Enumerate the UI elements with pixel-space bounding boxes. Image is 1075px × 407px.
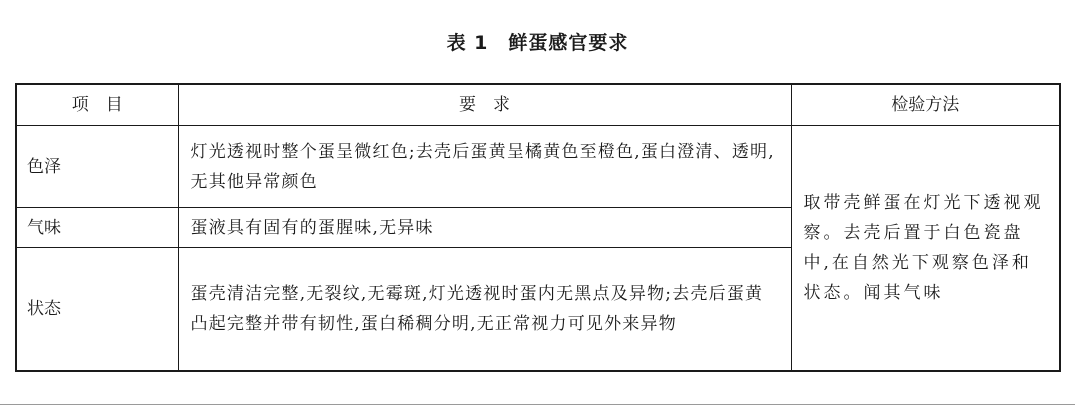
method-cell: 取带壳鲜蛋在灯光下透视观察。去壳后置于白色瓷盘中,在自然光下观察色泽和状态。闻其气味 [791, 126, 1060, 371]
table-row [16, 126, 1060, 208]
row-item-odor: 气味 [16, 208, 178, 248]
header-method: 检验方法 [791, 84, 1060, 126]
row-item-color: 色泽 [16, 126, 178, 208]
table-caption [0, 28, 1075, 55]
sensory-requirements-table [15, 83, 1061, 372]
row-item-state: 状态 [16, 248, 178, 371]
header-row [16, 84, 1060, 126]
header-requirement: 要 求 [178, 84, 791, 126]
header-item: 项 目 [16, 84, 178, 126]
row-requirement-color: 灯光透视时整个蛋呈微红色;去壳后蛋黄呈橘黄色至橙色,蛋白澄清、透明,无其他异常颜色 [178, 126, 791, 208]
table-number: 表 1 [446, 32, 489, 54]
row-requirement-state: 蛋壳清洁完整,无裂纹,无霉斑,灯光透视时蛋内无黑点及异物;去壳后蛋黄凸起完整并带有韧性,蛋白稀稠分明,无正常视力可见外来异物 [178, 248, 791, 371]
row-requirement-odor: 蛋液具有固有的蛋腥味,无异味 [178, 208, 791, 248]
page-divider [0, 404, 1075, 405]
table-title: 鲜蛋感官要求 [508, 32, 629, 54]
